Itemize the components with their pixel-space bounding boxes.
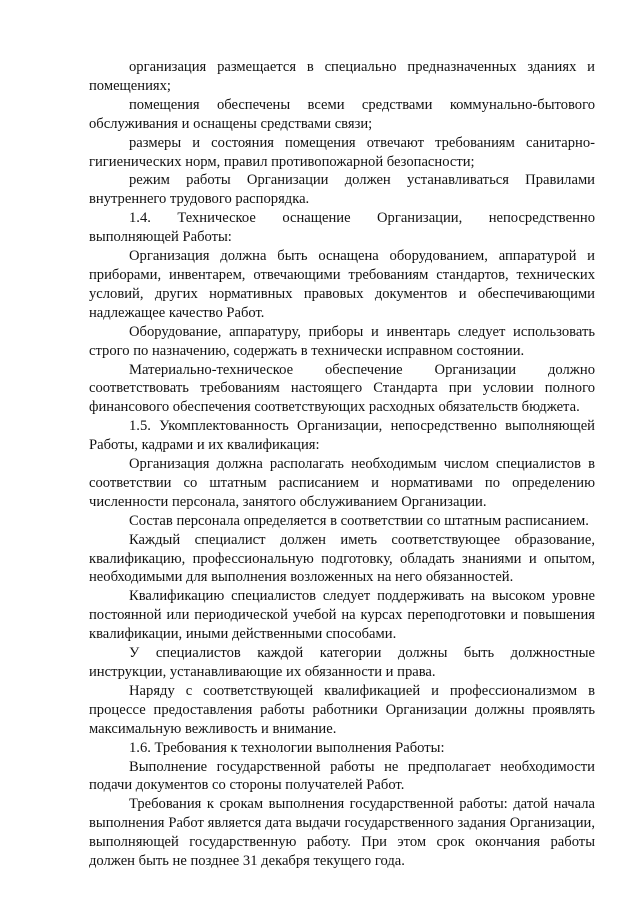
paragraph-premises-location: организация размещается в специально предназначенных зданиях и помещениях; [89,59,595,94]
paragraph-qualification-maintenance: Квалификацию специалистов следует поддерживать на высоком уровне постоянной или периодической учебой на курсах переподготовки и повышения квалификации, иными действенными способами. [89,588,595,643]
paragraph-deadlines: Требования к срокам выполнения государственной работы: датой начала выполнения Работ является дата выдачи государственного задания Организации, выполняющей государственную работу. При этом срок окончания работы должен быть не позднее 31 декабря текущего года. [89,796,595,870]
section-heading-1-4: 1.4. Техническое оснащение Организации, непосредственно выполняющей Работы: [89,210,595,246]
paragraph-material-support: Материально-техническое обеспечение Организации должно соответствовать требованиям настоящего Стандарта при условии полного финансового обеспечения соответствующих расходных обязательств бюджета. [89,361,595,416]
paragraph-work-schedule: режим работы Организации должен устанавливаться Правилами внутреннего трудового распорядка. [89,172,595,208]
section-heading-1-6: 1.6. Требования к технологии выполнения Работы: [129,739,445,756]
paragraph-courtesy: Наряду с соответствующей квалификацией и профессионализмом в процессе предоставления работы работники Организации должны проявлять максимальную вежливость и внимание. [89,682,595,737]
paragraph-staff-number: Организация должна располагать необходимым числом специалистов в соответствии со штатным расписанием и нормативами по определению численности персонала, занятого обслуживанием Организации. [89,456,595,510]
paragraph-specialist-education: Каждый специалист должен иметь соответствующее образование, квалификацию, профессиональную подготовку, обладать знаниями и опытом, необходимыми для выполнения возложенных на него обязанностей. [89,531,595,586]
paragraph-premises-utilities: помещения обеспечены всеми средствами коммунально-бытового обслуживания и оснащены средствами связи; [89,96,595,132]
paragraph-staff-composition: Состав персонала определяется в соответствии со штатным расписанием. [129,512,589,529]
paragraph-job-instructions: У специалистов каждой категории должны быть должностные инструкции, устанавливающие их обязанности и права. [89,645,595,680]
paragraph-equipment-usage: Оборудование, аппаратуру, приборы и инвентарь следует использовать строго по назначению, содержать в технически исправном состоянии. [89,323,595,359]
paragraph-premises-sanitary: размеры и состояния помещения отвечают требованиям санитарно-гигиенических норм, правил противопожарной безопасности; [89,134,595,170]
paragraph-no-documents: Выполнение государственной работы не предполагает необходимости подачи документов со стороны получателей Работ. [89,758,595,794]
section-heading-1-5: 1.5. Укомплектованность Организации, непосредственно выполняющей Работы, кадрами и их квалификация: [89,418,595,454]
document-page [89,58,595,871]
paragraph-equipment-requirements: Организация должна быть оснащена оборудованием, аппаратурой и приборами, инвентарем, отвечающими требованиям стандартов, технических условий, других нормативных правовых документов и обеспечивающими надлежащее качество Работ. [89,248,595,321]
